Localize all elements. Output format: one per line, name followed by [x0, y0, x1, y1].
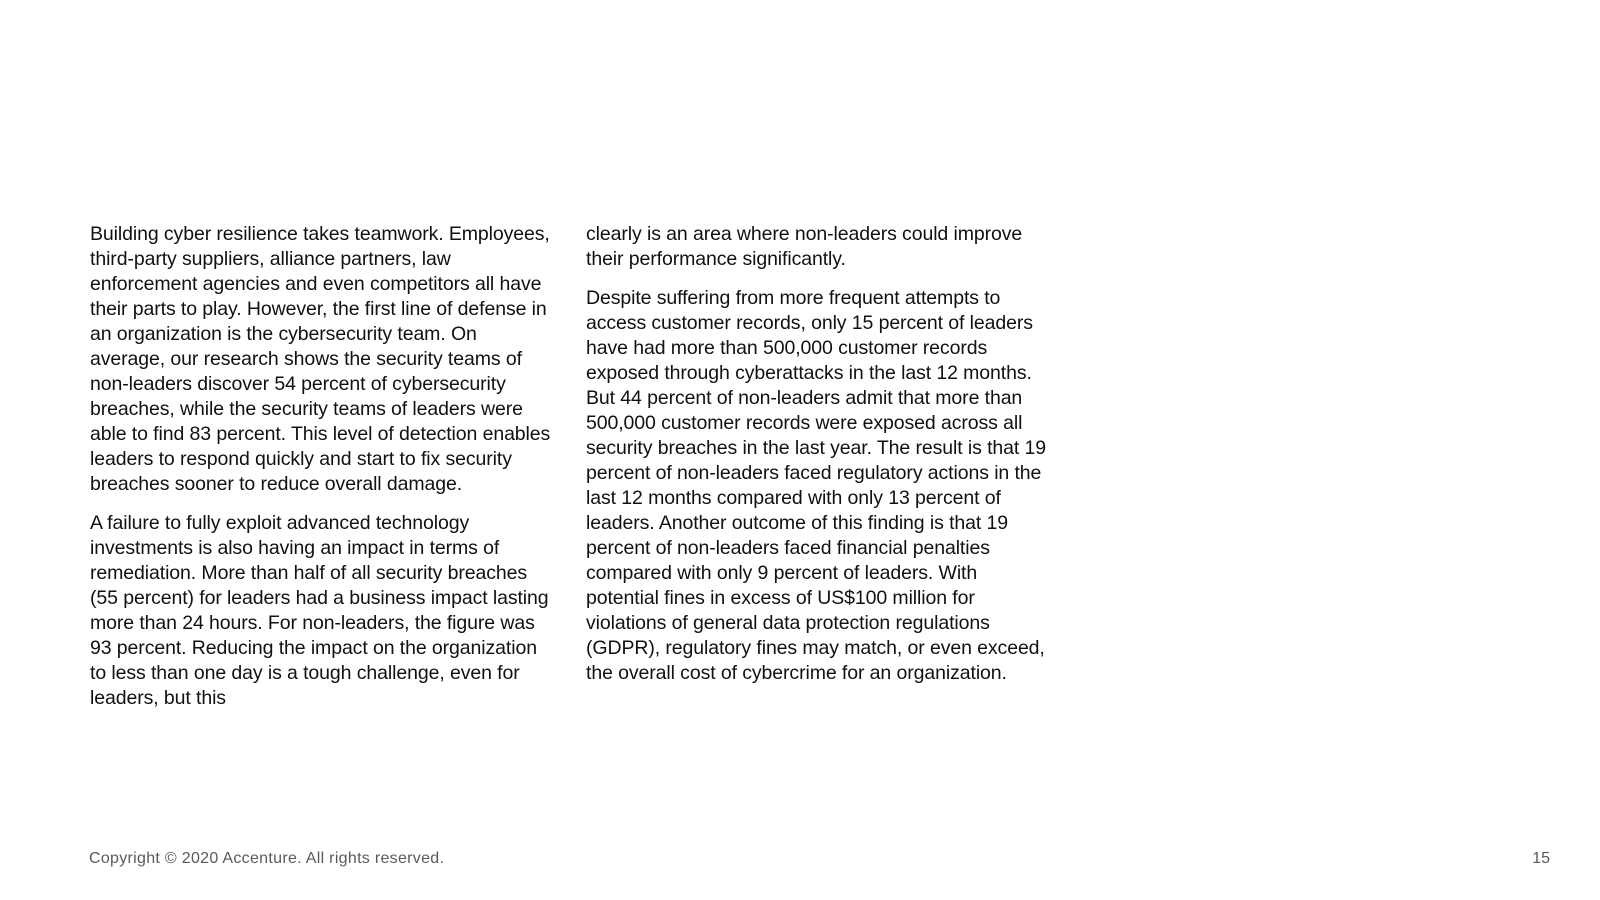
footer-copyright: Copyright © 2020 Accenture. All rights reserved.: [89, 850, 445, 867]
body-paragraph: Despite suffering from more frequent attempts to access customer records, only 15 percent of leaders have had more than 500,000 customer records exposed through cyberattacks in the last 12 months. But 44 percent of non-leaders admit that more than 500,000 customer records were exposed across all security breaches in the last year. The result is that 19 percent of non-leaders faced regulatory actions in the last 12 months compared with only 13 percent of leaders. Another outcome of this finding is that 19 percent of non-leaders faced financial penalties compared with only 9 percent of leaders. With potential fines in excess of US$100 million for violations of general data protection regulations (GDPR), regulatory fines may match, or even exceed, the overall cost of cybercrime for an organization.: [586, 287, 1047, 684]
body-paragraph: Building cyber resilience takes teamwork. Employees, third-party suppliers, alliance partners, law enforcement agencies and even competitors all have their parts to play. However, the first line of defense in an organization is the cybersecurity team. On average, our research shows the security teams of non-leaders discover 54 percent of cybersecurity breaches, while the security teams of leaders were able to find 83 percent. This level of detection enables leaders to respond quickly and start to fix security breaches sooner to reduce overall damage.: [90, 223, 551, 495]
body-paragraph: clearly is an area where non-leaders could improve their performance significantly.: [586, 223, 1023, 270]
body-paragraph: A failure to fully exploit advanced technology investments is also having an impact in terms of remediation. More than half of all security breaches (55 percent) for leaders had a business impact lasting more than 24 hours. For non-leaders, the figure was 93 percent. Reducing the impact on the organization to less than one day is a tough challenge, even for leaders, but this: [90, 512, 549, 709]
page-number: 15: [1532, 850, 1550, 867]
right-text-column: [586, 222, 1048, 700]
left-text-column: [90, 222, 552, 725]
